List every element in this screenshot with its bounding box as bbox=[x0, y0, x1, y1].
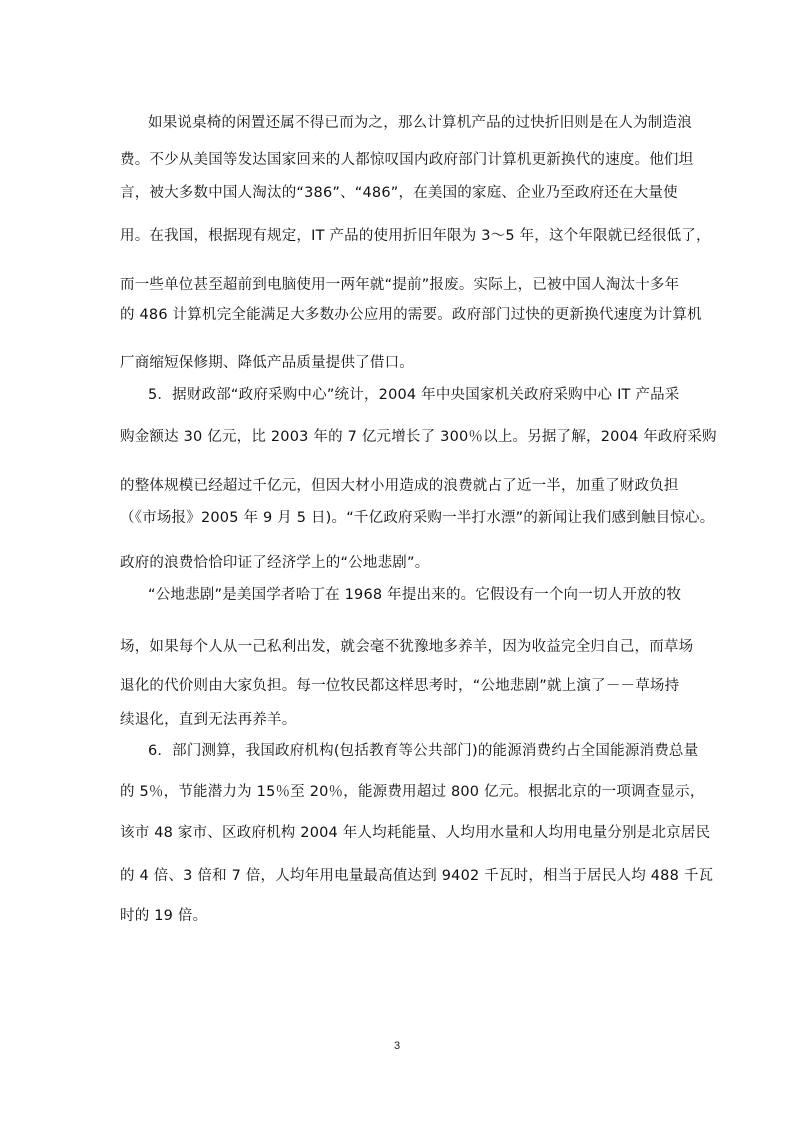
paragraph-line: 的 4 倍、3 倍和 7 倍，人均年用电量最高值达到 9402 千瓦时，相当于居民人均 488 千瓦 bbox=[120, 868, 714, 884]
paragraph-line: 退化的代价则由大家负担。每一位牧民都这样思考时，“公地悲剧”就上演了－－草场持 bbox=[120, 678, 680, 694]
paragraph-line: 言，被大多数中国人淘汰的“386”、“486”，在美国的家庭、企业乃至政府还在大量使 bbox=[120, 185, 678, 201]
paragraph-line: “公地悲剧”是美国学者哈丁在 1968 年提出来的。它假设有一个向一切人开放的牧 bbox=[148, 587, 682, 603]
paragraph-line: 6．部门测算，我国政府机构(包括教育等公共部门)的能源消费约占全国能源消费总量 bbox=[148, 743, 699, 759]
paragraph-line: 而一些单位甚至超前到电脑使用一两年就“提前”报废。实际上，已被中国人淘汰十多年 bbox=[120, 277, 680, 293]
paragraph-line: 场，如果每个人从一己私利出发，就会毫不犹豫地多养羊，因为收益完全归自己，而草场 bbox=[120, 639, 694, 655]
paragraph-line: 的 5％，节能潜力为 15％至 20％，能源费用超过 800 亿元。根据北京的一项调查显示， bbox=[120, 784, 705, 800]
paragraph-line: 费。不少从美国等发达国家回来的人都惊叹国内政府部门计算机更新换代的速度。他们坦 bbox=[120, 152, 694, 168]
paragraph-line: 5．据财政部“政府采购中心”统计，2004 年中央国家机关政府采购中心 IT 产品采 bbox=[148, 387, 680, 403]
paragraph-line: 的 486 计算机完全能满足大多数办公应用的需要。政府部门过快的更新换代速度为计算机 bbox=[120, 307, 702, 323]
paragraph-line: 如果说桌椅的闲置还属不得已而为之，那么计算机产品的过快折旧则是在人为制造浪 bbox=[148, 115, 692, 131]
paragraph-line: 该市 48 家市、区政府机构 2004 年人均耗能量、人均用水量和人均用电量分别是北京居民 bbox=[120, 825, 711, 841]
paragraph-line: 政府的浪费恰恰印证了经济学上的“公地悲剧”。 bbox=[120, 555, 430, 571]
paragraph-line: （《市场报》2005 年 9 月 5 日)。“千亿政府采购一半打水漂”的新闻让我们感到触目惊心。 bbox=[120, 510, 715, 526]
paragraph-line: 续退化，直到无法再养羊。 bbox=[120, 712, 297, 728]
paragraph-line: 时的 19 倍。 bbox=[120, 908, 208, 924]
paragraph-line: 厂商缩短保修期、降低产品质量提供了借口。 bbox=[120, 355, 414, 371]
paragraph-line: 的整体规模已经超过千亿元，但因大材小用造成的浪费就占了近一半，加重了财政负担 bbox=[120, 478, 679, 494]
paragraph-line: 用。在我国，根据现有规定，IT 产品的使用折旧年限为 3～5 年，这个年限就已经很低了， bbox=[120, 228, 711, 244]
page-number: 3 bbox=[393, 1040, 401, 1052]
paragraph-line: 购金额达 30 亿元，比 2003 年的 7 亿元增长了 300％以上。另据了解，2004 年政府采购 bbox=[120, 429, 717, 445]
